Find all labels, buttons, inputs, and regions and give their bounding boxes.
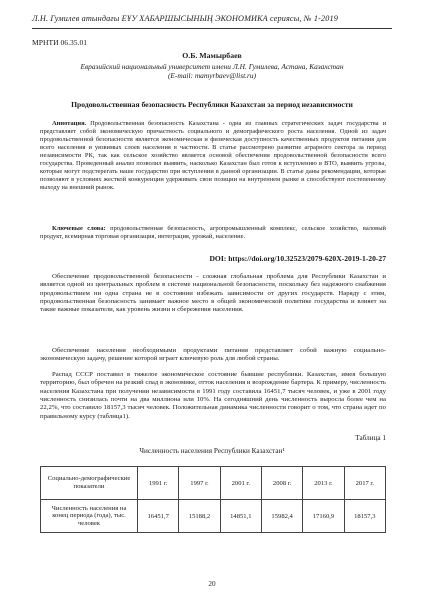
page-number: 20 xyxy=(208,580,216,588)
table-cell: 16451,7 xyxy=(138,500,179,533)
abstract-label: Аннотация. xyxy=(52,120,87,127)
year-header: 2001 г. xyxy=(220,467,261,500)
keywords-text: продовольственная безопасность, агропромышленный комплекс, сельское хозяйство, валовый продукт, всемирная торговая организация, интеграция, урожай, население. xyxy=(40,225,386,241)
table-cell: 17160,9 xyxy=(303,500,344,533)
year-header: 2008 г. xyxy=(261,467,302,500)
table-caption: Численность населения Республики Казахстан¹ xyxy=(139,447,285,455)
table-cell: 15188,2 xyxy=(179,500,220,533)
article-title: Продовольственная безопасность Республики Казахстан за период независимости xyxy=(71,100,353,109)
table-cell: 18157,3 xyxy=(344,500,385,533)
header-rule xyxy=(32,28,392,29)
author-email: (E-mail: mamyrbaev@list.ru) xyxy=(167,71,257,81)
author-affiliation xyxy=(32,62,392,81)
table-header-row xyxy=(41,467,386,500)
table-cell: 15982,4 xyxy=(261,500,302,533)
table-row xyxy=(41,500,386,533)
table-row-header: Социально-демографические показатели xyxy=(41,467,138,500)
abstract xyxy=(40,120,386,192)
affiliation-line: Евразийский национальный университет имени Л.Н. Гумилева, Астана, Казахстан xyxy=(80,62,344,71)
body-paragraph: Обеспечение населения необходимыми продуктами питания представляет собой важную социально-экономическую задачу, решение которой играет ключевую роль для любой страны. xyxy=(40,347,386,363)
keywords-label: Ключевые слова: xyxy=(52,225,106,232)
abstract-text: Продовольственная безопасность Казахстана - одна из главных стратегических задач государства и представляет собой экономическую причастность социального и демографического роста населения. Одной из задач продовольственной безопасности является экономическая и физическая доступность качественных продуктов питания для всего населения и уязвимых слоев населения в частности. В статье рассмотрено развитие аграрного сектора за период независимости РК, так как сельское хозяйство является основой обеспечения продовольственной безопасности всего государства. Проведенный анализ позволил выявить, насколько Казахстан был готов к вступлению в ВТО, выявить угрозы, которые могут подстерегать наше государство при вступлении в данной организации. В статье даны рекомендации, которые позволяют в условиях жесткой конкуренции удерживать свои позиции на внутреннем рынке и способствуют постепенному выходу на внешний рынок. xyxy=(40,120,387,192)
udc-code: МРНТИ 06.35.01 xyxy=(32,38,88,47)
author-name: О.Б. Мамырбаев xyxy=(182,51,242,60)
population-table xyxy=(40,466,386,533)
body-paragraph: Обеспечение продовольственной безопасности - сложная глобальная проблема для Республики Казахстан и является одной из центральных проблем в системе национальной безопасности, поскольку без надежного снабжения продовольствием ни одна страна не в состоянии избежать зависимости от других государств. Наряду с этим, продовольственная безопасность занимает важное место в общей экономической политике государства и влияет на такие важные показатели, как уровень жизни и сбережения населения. xyxy=(40,273,386,314)
running-header: Л.Н. Гумилев атындағы ЕҰУ ХАБАРШЫСЫНЫҢ ЭКОНОМИКА сериясы, № 1-2019 xyxy=(32,14,338,23)
table-label: Таблица 1 xyxy=(355,434,386,442)
body-paragraph: Распад СССР поставил в тяжелое экономическое состояние бывшие республики. Казахстан, имея большую территорию, был обречен на резкий спад в экономике, отток населения и возрождение бартера. К примеру, численность населения Казахстана при получении независимости в 1991 году составила 16451,7 тысяч человек, и уже в 2001 году численность снизилась почти на два миллиона или 10%. На сегодняшний день численность выросла более чем на 22,2%, что составило 18157,3 тысяч человек. Положительная динамика численности говорит о том, что страна идет по правильному курсу (таблица1). xyxy=(40,371,386,420)
year-header: 1991 г. xyxy=(138,467,179,500)
year-header: 1997 г. xyxy=(179,467,220,500)
keywords xyxy=(40,225,386,241)
year-header: 2017 г. xyxy=(344,467,385,500)
table-row-label: Численность населения на конец периода (года), тыс. человек xyxy=(41,500,138,533)
year-header: 2013 г. xyxy=(303,467,344,500)
table-cell: 14851,1 xyxy=(220,500,261,533)
doi-link[interactable]: DOI: https://doi.org/10.32523/2079-620X-2019-1-20-27 xyxy=(209,254,386,263)
